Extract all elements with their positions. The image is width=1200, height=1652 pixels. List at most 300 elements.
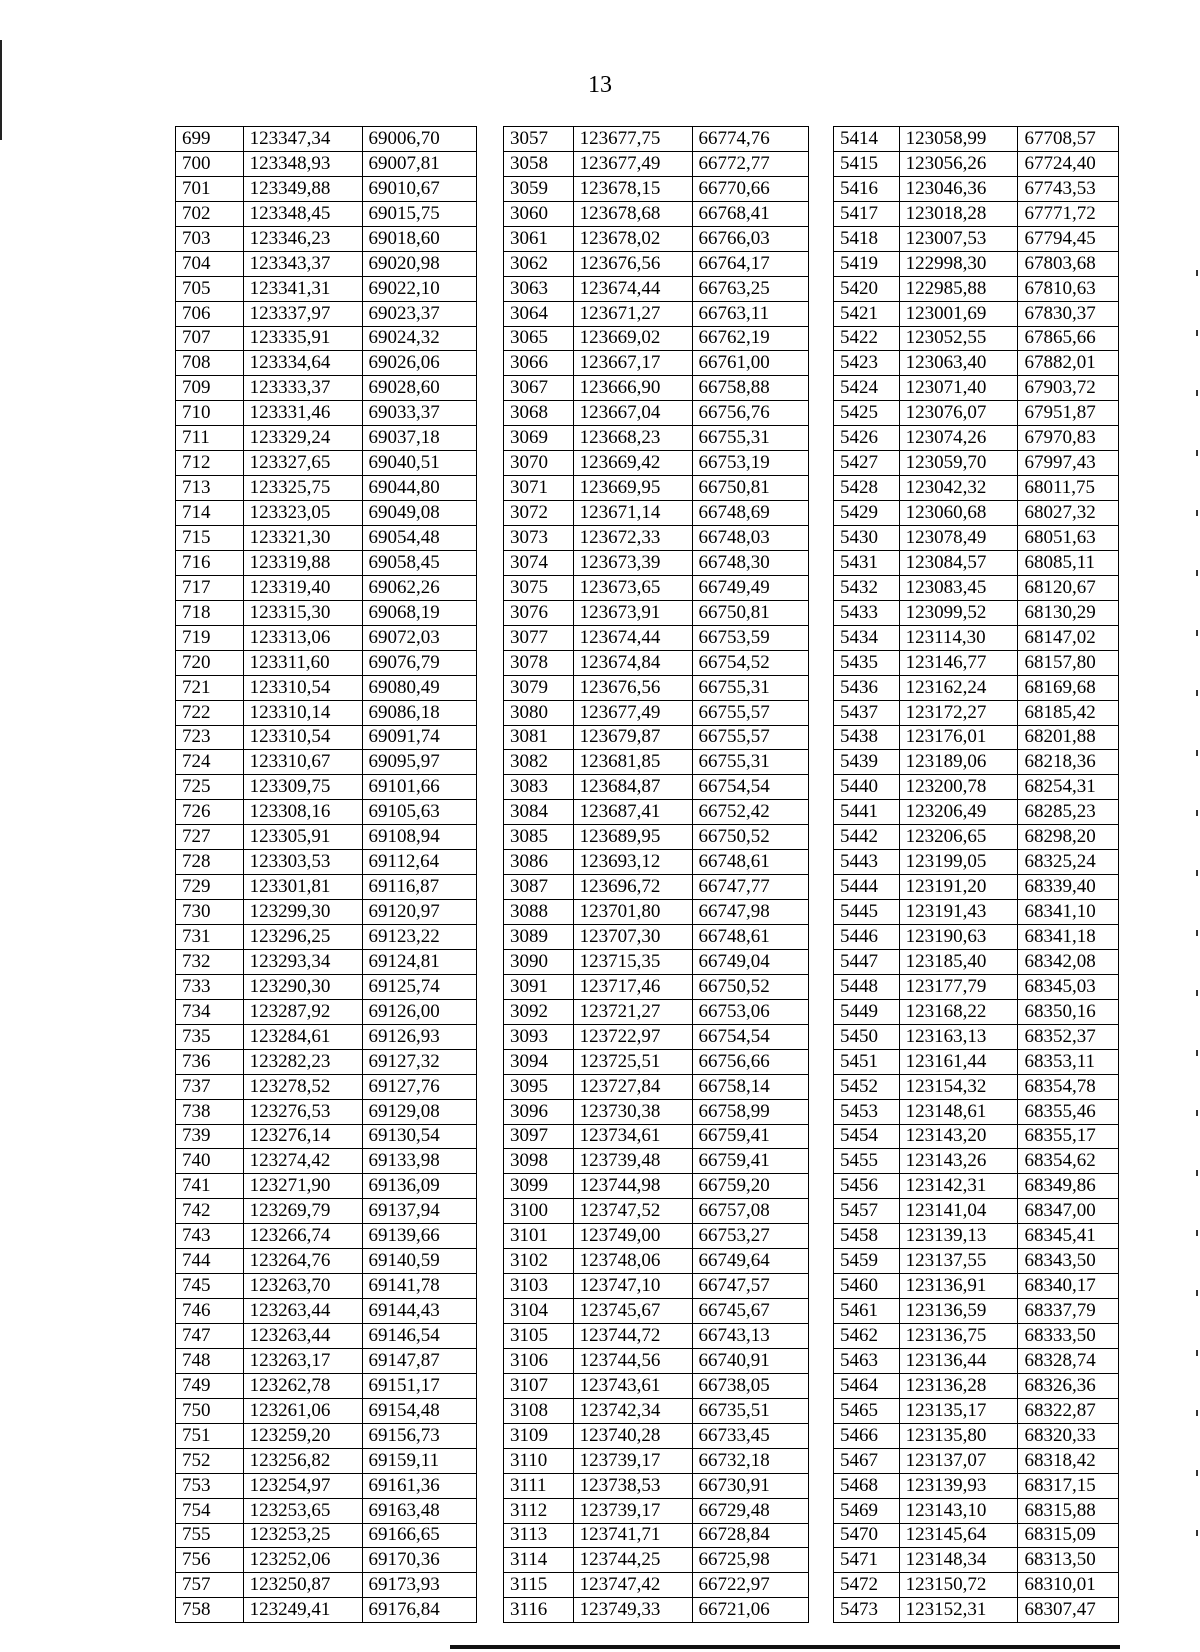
column-group-gap	[809, 1199, 834, 1224]
column-group-gap	[477, 1573, 504, 1598]
point-number-cell: 751	[176, 1423, 244, 1448]
point-number-cell: 723	[176, 725, 244, 750]
point-number-cell: 3093	[503, 1024, 573, 1049]
point-number-cell: 5415	[833, 151, 899, 176]
point-number-cell: 752	[176, 1448, 244, 1473]
y-coordinate-cell: 69173,93	[362, 1573, 477, 1598]
column-group-gap	[477, 1199, 504, 1224]
point-number-cell: 5424	[833, 376, 899, 401]
point-number-cell: 3066	[503, 351, 573, 376]
y-coordinate-cell: 66750,81	[692, 600, 809, 625]
point-number-cell: 5469	[833, 1498, 899, 1523]
y-coordinate-cell: 68345,03	[1018, 974, 1119, 999]
y-coordinate-cell: 69076,79	[362, 650, 477, 675]
point-number-cell: 5430	[833, 526, 899, 551]
table-row	[176, 1074, 1119, 1099]
column-group-gap	[477, 1398, 504, 1423]
x-coordinate-cell: 123327,65	[243, 451, 362, 476]
x-coordinate-cell: 123084,57	[899, 550, 1018, 575]
column-group-gap	[809, 700, 834, 725]
point-number-cell: 5442	[833, 825, 899, 850]
x-coordinate-cell: 123259,20	[243, 1423, 362, 1448]
point-number-cell: 3095	[503, 1074, 573, 1099]
x-coordinate-cell: 123266,74	[243, 1224, 362, 1249]
point-number-cell: 3091	[503, 974, 573, 999]
point-number-cell: 5421	[833, 301, 899, 326]
x-coordinate-cell: 123148,61	[899, 1099, 1018, 1124]
y-coordinate-cell: 67865,66	[1018, 326, 1119, 351]
y-coordinate-cell: 69127,76	[362, 1074, 477, 1099]
y-coordinate-cell: 66754,52	[692, 650, 809, 675]
x-coordinate-cell: 123290,30	[243, 974, 362, 999]
table-row	[176, 1299, 1119, 1324]
column-group-gap	[809, 1498, 834, 1523]
point-number-cell: 5470	[833, 1523, 899, 1548]
y-coordinate-cell: 69091,74	[362, 725, 477, 750]
y-coordinate-cell: 66755,31	[692, 426, 809, 451]
point-number-cell: 754	[176, 1498, 244, 1523]
x-coordinate-cell: 123734,61	[573, 1124, 692, 1149]
column-group-gap	[477, 1348, 504, 1373]
point-number-cell: 726	[176, 800, 244, 825]
y-coordinate-cell: 68352,37	[1018, 1024, 1119, 1049]
y-coordinate-cell: 66755,31	[692, 675, 809, 700]
column-group-gap	[477, 376, 504, 401]
column-group-gap	[477, 301, 504, 326]
point-number-cell: 3112	[503, 1498, 573, 1523]
point-number-cell: 3072	[503, 501, 573, 526]
y-coordinate-cell: 68011,75	[1018, 476, 1119, 501]
table-row	[176, 1398, 1119, 1423]
x-coordinate-cell: 123687,41	[573, 800, 692, 825]
x-coordinate-cell: 123678,68	[573, 201, 692, 226]
y-coordinate-cell: 68341,10	[1018, 900, 1119, 925]
y-coordinate-cell: 66756,76	[692, 401, 809, 426]
x-coordinate-cell: 123253,25	[243, 1523, 362, 1548]
column-group-gap	[477, 1299, 504, 1324]
point-number-cell: 5445	[833, 900, 899, 925]
x-coordinate-cell: 123001,69	[899, 301, 1018, 326]
point-number-cell: 724	[176, 750, 244, 775]
column-group-gap	[477, 1598, 504, 1623]
table-row	[176, 1224, 1119, 1249]
table-row	[176, 1024, 1119, 1049]
y-coordinate-cell: 69072,03	[362, 625, 477, 650]
scan-edge-mark-right	[1196, 270, 1198, 1570]
point-number-cell: 3116	[503, 1598, 573, 1623]
table-row	[176, 476, 1119, 501]
point-number-cell: 3084	[503, 800, 573, 825]
x-coordinate-cell: 123333,37	[243, 376, 362, 401]
column-group-gap	[809, 999, 834, 1024]
point-number-cell: 5436	[833, 675, 899, 700]
x-coordinate-cell: 123206,49	[899, 800, 1018, 825]
point-number-cell: 3086	[503, 850, 573, 875]
y-coordinate-cell: 69086,18	[362, 700, 477, 725]
table-row	[176, 750, 1119, 775]
point-number-cell: 5468	[833, 1473, 899, 1498]
point-number-cell: 3109	[503, 1423, 573, 1448]
y-coordinate-cell: 68325,24	[1018, 850, 1119, 875]
x-coordinate-cell: 123200,78	[899, 775, 1018, 800]
point-number-cell: 3106	[503, 1348, 573, 1373]
x-coordinate-cell: 123678,15	[573, 176, 692, 201]
x-coordinate-cell: 123671,14	[573, 501, 692, 526]
table-row	[176, 949, 1119, 974]
table-row	[176, 251, 1119, 276]
point-number-cell: 3069	[503, 426, 573, 451]
point-number-cell: 729	[176, 875, 244, 900]
column-group-gap	[477, 800, 504, 825]
x-coordinate-cell: 123739,17	[573, 1448, 692, 1473]
x-coordinate-cell: 123137,55	[899, 1249, 1018, 1274]
y-coordinate-cell: 66752,42	[692, 800, 809, 825]
column-group-gap	[809, 1074, 834, 1099]
y-coordinate-cell: 68315,88	[1018, 1498, 1119, 1523]
x-coordinate-cell: 123671,27	[573, 301, 692, 326]
point-number-cell: 747	[176, 1324, 244, 1349]
y-coordinate-cell: 69007,81	[362, 151, 477, 176]
y-coordinate-cell: 68328,74	[1018, 1348, 1119, 1373]
point-number-cell: 731	[176, 925, 244, 950]
y-coordinate-cell: 66761,00	[692, 351, 809, 376]
y-coordinate-cell: 69024,32	[362, 326, 477, 351]
point-number-cell: 3088	[503, 900, 573, 925]
table-row	[176, 825, 1119, 850]
point-number-cell: 5467	[833, 1448, 899, 1473]
column-group-gap	[477, 974, 504, 999]
point-number-cell: 3076	[503, 600, 573, 625]
table-row	[176, 426, 1119, 451]
x-coordinate-cell: 123143,20	[899, 1124, 1018, 1149]
y-coordinate-cell: 68218,36	[1018, 750, 1119, 775]
x-coordinate-cell: 123677,75	[573, 127, 692, 152]
y-coordinate-cell: 69049,08	[362, 501, 477, 526]
column-group-gap	[809, 127, 834, 152]
x-coordinate-cell: 123337,97	[243, 301, 362, 326]
column-group-gap	[809, 1423, 834, 1448]
x-coordinate-cell: 123287,92	[243, 999, 362, 1024]
column-group-gap	[477, 1274, 504, 1299]
point-number-cell: 5449	[833, 999, 899, 1024]
column-group-gap	[477, 1174, 504, 1199]
x-coordinate-cell: 123076,07	[899, 401, 1018, 426]
column-group-gap	[477, 151, 504, 176]
y-coordinate-cell: 67794,45	[1018, 226, 1119, 251]
point-number-cell: 3098	[503, 1149, 573, 1174]
y-coordinate-cell: 66740,91	[692, 1348, 809, 1373]
column-group-gap	[809, 1224, 834, 1249]
table-row	[176, 151, 1119, 176]
point-number-cell: 753	[176, 1473, 244, 1498]
x-coordinate-cell: 123745,67	[573, 1299, 692, 1324]
y-coordinate-cell: 68349,86	[1018, 1174, 1119, 1199]
y-coordinate-cell: 68298,20	[1018, 825, 1119, 850]
column-group-gap	[477, 600, 504, 625]
y-coordinate-cell: 69101,66	[362, 775, 477, 800]
column-group-gap	[809, 650, 834, 675]
point-number-cell: 3057	[503, 127, 573, 152]
column-group-gap	[477, 775, 504, 800]
x-coordinate-cell: 123739,48	[573, 1149, 692, 1174]
column-group-gap	[809, 1448, 834, 1473]
y-coordinate-cell: 67810,63	[1018, 276, 1119, 301]
x-coordinate-cell: 123143,10	[899, 1498, 1018, 1523]
y-coordinate-cell: 66754,54	[692, 1024, 809, 1049]
column-group-gap	[809, 675, 834, 700]
column-group-gap	[477, 451, 504, 476]
y-coordinate-cell: 68051,63	[1018, 526, 1119, 551]
table-row	[176, 226, 1119, 251]
x-coordinate-cell: 123674,84	[573, 650, 692, 675]
x-coordinate-cell: 123715,35	[573, 949, 692, 974]
point-number-cell: 748	[176, 1348, 244, 1373]
column-group-gap	[809, 326, 834, 351]
point-number-cell: 728	[176, 850, 244, 875]
point-number-cell: 3085	[503, 825, 573, 850]
x-coordinate-cell: 123007,53	[899, 226, 1018, 251]
x-coordinate-cell: 123185,40	[899, 949, 1018, 974]
point-number-cell: 5454	[833, 1124, 899, 1149]
column-group-gap	[477, 700, 504, 725]
y-coordinate-cell: 69147,87	[362, 1348, 477, 1373]
point-number-cell: 710	[176, 401, 244, 426]
point-number-cell: 733	[176, 974, 244, 999]
point-number-cell: 5457	[833, 1199, 899, 1224]
column-group-gap	[477, 625, 504, 650]
point-number-cell: 5438	[833, 725, 899, 750]
x-coordinate-cell: 123136,28	[899, 1373, 1018, 1398]
page-number: 13	[588, 72, 612, 98]
x-coordinate-cell: 123329,24	[243, 426, 362, 451]
point-number-cell: 5427	[833, 451, 899, 476]
y-coordinate-cell: 69028,60	[362, 376, 477, 401]
y-coordinate-cell: 69058,45	[362, 550, 477, 575]
point-number-cell: 3068	[503, 401, 573, 426]
y-coordinate-cell: 66758,88	[692, 376, 809, 401]
x-coordinate-cell: 123083,45	[899, 575, 1018, 600]
y-coordinate-cell: 66748,03	[692, 526, 809, 551]
x-coordinate-cell: 123146,77	[899, 650, 1018, 675]
point-number-cell: 5463	[833, 1348, 899, 1373]
x-coordinate-cell: 123744,72	[573, 1324, 692, 1349]
y-coordinate-cell: 69130,54	[362, 1124, 477, 1149]
x-coordinate-cell: 123335,91	[243, 326, 362, 351]
table-row	[176, 800, 1119, 825]
y-coordinate-cell: 69020,98	[362, 251, 477, 276]
point-number-cell: 5422	[833, 326, 899, 351]
point-number-cell: 3079	[503, 675, 573, 700]
y-coordinate-cell: 69120,97	[362, 900, 477, 925]
column-group-gap	[809, 949, 834, 974]
table-row	[176, 1149, 1119, 1174]
point-number-cell: 5465	[833, 1398, 899, 1423]
x-coordinate-cell: 123177,79	[899, 974, 1018, 999]
x-coordinate-cell: 123347,34	[243, 127, 362, 152]
y-coordinate-cell: 69136,09	[362, 1174, 477, 1199]
point-number-cell: 5460	[833, 1274, 899, 1299]
point-number-cell: 3058	[503, 151, 573, 176]
point-number-cell: 3062	[503, 251, 573, 276]
x-coordinate-cell: 123696,72	[573, 875, 692, 900]
x-coordinate-cell: 123262,78	[243, 1373, 362, 1398]
column-group-gap	[809, 1149, 834, 1174]
y-coordinate-cell: 68355,17	[1018, 1124, 1119, 1149]
x-coordinate-cell: 123136,44	[899, 1348, 1018, 1373]
point-number-cell: 5419	[833, 251, 899, 276]
x-coordinate-cell: 123176,01	[899, 725, 1018, 750]
column-group-gap	[809, 526, 834, 551]
x-coordinate-cell: 123348,45	[243, 201, 362, 226]
y-coordinate-cell: 67708,57	[1018, 127, 1119, 152]
x-coordinate-cell: 123136,75	[899, 1324, 1018, 1349]
point-number-cell: 5462	[833, 1324, 899, 1349]
table-row	[176, 625, 1119, 650]
column-group-gap	[809, 151, 834, 176]
column-group-gap	[477, 1448, 504, 1473]
y-coordinate-cell: 66763,25	[692, 276, 809, 301]
column-group-gap	[477, 925, 504, 950]
point-number-cell: 741	[176, 1174, 244, 1199]
x-coordinate-cell: 123748,06	[573, 1249, 692, 1274]
y-coordinate-cell: 69040,51	[362, 451, 477, 476]
column-group-gap	[809, 1523, 834, 1548]
y-coordinate-cell: 69166,65	[362, 1523, 477, 1548]
x-coordinate-cell: 123161,44	[899, 1049, 1018, 1074]
y-coordinate-cell: 69022,10	[362, 276, 477, 301]
column-group-gap	[809, 201, 834, 226]
point-number-cell: 704	[176, 251, 244, 276]
column-group-gap	[477, 999, 504, 1024]
point-number-cell: 5418	[833, 226, 899, 251]
x-coordinate-cell: 123301,81	[243, 875, 362, 900]
column-group-gap	[809, 825, 834, 850]
point-number-cell: 5455	[833, 1149, 899, 1174]
x-coordinate-cell: 123676,56	[573, 675, 692, 700]
column-group-gap	[809, 1274, 834, 1299]
point-number-cell: 3080	[503, 700, 573, 725]
column-group-gap	[477, 949, 504, 974]
point-number-cell: 3107	[503, 1373, 573, 1398]
y-coordinate-cell: 66750,81	[692, 476, 809, 501]
x-coordinate-cell: 123727,84	[573, 1074, 692, 1099]
x-coordinate-cell: 123730,38	[573, 1099, 692, 1124]
column-group-gap	[477, 1473, 504, 1498]
y-coordinate-cell: 67903,72	[1018, 376, 1119, 401]
y-coordinate-cell: 68320,33	[1018, 1423, 1119, 1448]
x-coordinate-cell: 123060,68	[899, 501, 1018, 526]
x-coordinate-cell: 123263,70	[243, 1274, 362, 1299]
y-coordinate-cell: 66753,06	[692, 999, 809, 1024]
y-coordinate-cell: 66770,66	[692, 176, 809, 201]
x-coordinate-cell: 123191,43	[899, 900, 1018, 925]
x-coordinate-cell: 123740,28	[573, 1423, 692, 1448]
table-row	[176, 600, 1119, 625]
table-row	[176, 550, 1119, 575]
column-group-gap	[477, 875, 504, 900]
column-group-gap	[477, 501, 504, 526]
table-row	[176, 1099, 1119, 1124]
x-coordinate-cell: 123078,49	[899, 526, 1018, 551]
x-coordinate-cell: 123253,65	[243, 1498, 362, 1523]
y-coordinate-cell: 69144,43	[362, 1299, 477, 1324]
x-coordinate-cell: 123269,79	[243, 1199, 362, 1224]
y-coordinate-cell: 69139,66	[362, 1224, 477, 1249]
y-coordinate-cell: 69123,22	[362, 925, 477, 950]
column-group-gap	[477, 750, 504, 775]
point-number-cell: 3082	[503, 750, 573, 775]
column-group-gap	[477, 127, 504, 152]
y-coordinate-cell: 66754,54	[692, 775, 809, 800]
point-number-cell: 3103	[503, 1274, 573, 1299]
point-number-cell: 746	[176, 1299, 244, 1324]
table-row	[176, 526, 1119, 551]
y-coordinate-cell: 69154,48	[362, 1398, 477, 1423]
x-coordinate-cell: 123250,87	[243, 1573, 362, 1598]
x-coordinate-cell: 123282,23	[243, 1049, 362, 1074]
x-coordinate-cell: 123669,42	[573, 451, 692, 476]
y-coordinate-cell: 67803,68	[1018, 251, 1119, 276]
point-number-cell: 5448	[833, 974, 899, 999]
column-group-gap	[809, 750, 834, 775]
x-coordinate-cell: 123018,28	[899, 201, 1018, 226]
point-number-cell: 3071	[503, 476, 573, 501]
y-coordinate-cell: 69108,94	[362, 825, 477, 850]
coordinates-table	[175, 126, 1119, 1623]
point-number-cell: 3092	[503, 999, 573, 1024]
y-coordinate-cell: 67771,72	[1018, 201, 1119, 226]
point-number-cell: 5466	[833, 1423, 899, 1448]
x-coordinate-cell: 123256,82	[243, 1448, 362, 1473]
point-number-cell: 3111	[503, 1473, 573, 1498]
y-coordinate-cell: 68254,31	[1018, 775, 1119, 800]
column-group-gap	[477, 675, 504, 700]
column-group-gap	[477, 550, 504, 575]
point-number-cell: 3077	[503, 625, 573, 650]
point-number-cell: 708	[176, 351, 244, 376]
column-group-gap	[809, 600, 834, 625]
y-coordinate-cell: 68310,01	[1018, 1573, 1119, 1598]
column-group-gap	[809, 725, 834, 750]
y-coordinate-cell: 66725,98	[692, 1548, 809, 1573]
column-group-gap	[477, 1024, 504, 1049]
y-coordinate-cell: 68341,18	[1018, 925, 1119, 950]
scan-edge-mark-bottom	[450, 1645, 1120, 1649]
y-coordinate-cell: 68185,42	[1018, 700, 1119, 725]
y-coordinate-cell: 69137,94	[362, 1199, 477, 1224]
table-row	[176, 1199, 1119, 1224]
y-coordinate-cell: 69146,54	[362, 1324, 477, 1349]
table-row	[176, 1598, 1119, 1623]
column-group-gap	[477, 1124, 504, 1149]
x-coordinate-cell: 123744,56	[573, 1348, 692, 1373]
point-number-cell: 3101	[503, 1224, 573, 1249]
y-coordinate-cell: 66753,59	[692, 625, 809, 650]
table-row	[176, 775, 1119, 800]
y-coordinate-cell: 68340,17	[1018, 1274, 1119, 1299]
x-coordinate-cell: 123310,67	[243, 750, 362, 775]
y-coordinate-cell: 68342,08	[1018, 949, 1119, 974]
column-group-gap	[809, 1348, 834, 1373]
column-group-gap	[809, 1099, 834, 1124]
point-number-cell: 3104	[503, 1299, 573, 1324]
x-coordinate-cell: 123046,36	[899, 176, 1018, 201]
point-number-cell: 5473	[833, 1598, 899, 1623]
point-number-cell: 3067	[503, 376, 573, 401]
y-coordinate-cell: 66722,97	[692, 1573, 809, 1598]
point-number-cell: 3102	[503, 1249, 573, 1274]
y-coordinate-cell: 66732,18	[692, 1448, 809, 1473]
